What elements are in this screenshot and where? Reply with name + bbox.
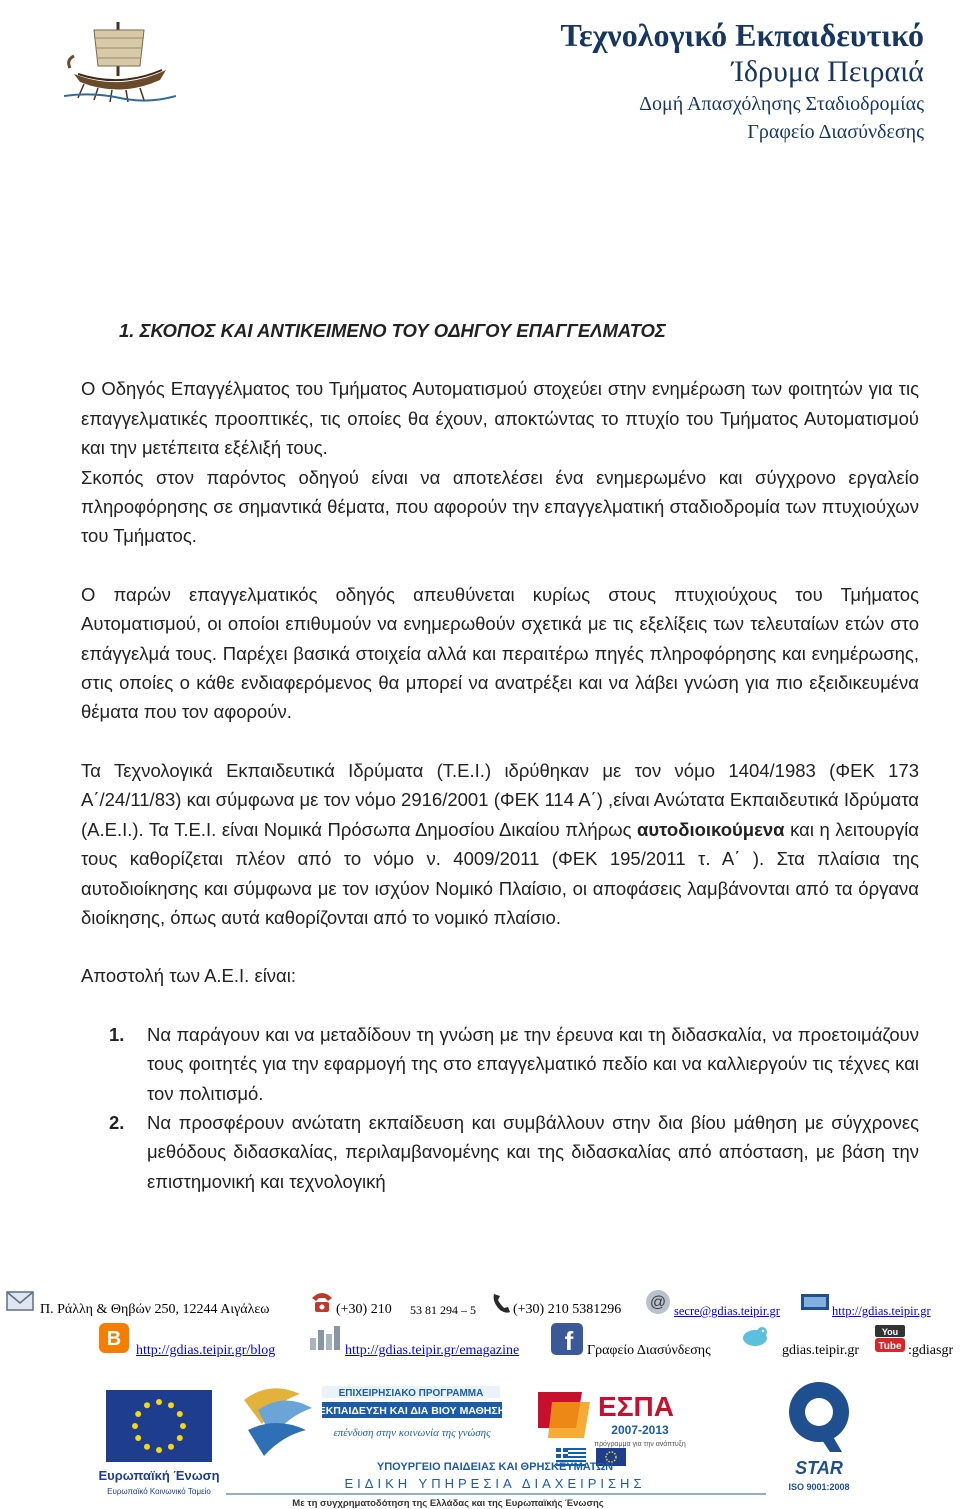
program-slogan: επένδυση στην κοινωνία της γνώσης: [333, 1427, 491, 1439]
svg-text:B: B: [106, 1328, 122, 1350]
svg-text:Tube: Tube: [878, 1341, 902, 1352]
telephone-icon: [308, 1288, 336, 1316]
eu-star: [177, 1411, 183, 1417]
eu-star: [144, 1402, 150, 1408]
website-icon: [800, 1292, 830, 1312]
paragraph-4: [81, 756, 919, 932]
star-label: STAR: [795, 1458, 843, 1478]
footer-blog-link[interactable]: http://gdias.teipir.gr/blog: [136, 1343, 276, 1358]
footer-social-row: [0, 1322, 960, 1358]
footer-website-link[interactable]: http://gdias.teipir.gr: [832, 1304, 931, 1318]
mail-envelope-icon: [6, 1288, 34, 1314]
paragraph-2: Σκοπός στον παρόντος οδηγού είναι να αποτελέσει ένα ενημερωμένο και σύγχρονο εργαλείο πληροφόρησης σε σημαντικά θέματα, που αφορούν την επαγγελματική σταδιοδρομία των πτυχιούχων του Τμήματος.: [81, 466, 919, 547]
emagazine-icon: [308, 1324, 342, 1352]
footer-address: Π. Ράλλη & Θηβών 250, 12244 Αιγάλεω: [40, 1302, 270, 1317]
section-heading: 1. ΣΚΟΠΟΣ ΚΑΙ ΑΝΤΙΚΕΙΜΕΝΟ ΤΟΥ ΟΔΗΓΟΥ ΕΠΑΓΓΕΛΜΑΤΟΣ: [119, 320, 666, 341]
youtube-icon: [874, 1324, 906, 1354]
eu-star: [180, 1423, 186, 1429]
eu-label: Ευρωπαϊκή Ένωση: [98, 1468, 220, 1483]
paragraph-3: Ο παρών επαγγελματικός οδηγός απευθύνεται κυρίως στους πτυχιούχους του Τμήματος Αυτοματισμού, οι οποίοι επιθυμούν να ενημερωθούν σχετικά με τις εξελίξεις των τελευταίων ετών στο επάγγελμά τους. Παρέχει βασικά στοιχεία αλλά και περαιτέρω πηγές πληροφόρησης και ενημέρωσης, στις οποίες ο κάθε ενδιαφερόμενος θα μπορεί να ανατρέξει και να λάβει γνώση για πιο εξειδικευμένα θέματα που τον αφορούν.: [81, 583, 919, 723]
footer-twitter-label: gdias.teipir.gr: [782, 1343, 859, 1358]
eu-star: [177, 1435, 183, 1441]
footer-email-link[interactable]: secre@gdias.teipir.gr: [674, 1304, 780, 1318]
program-name: ΕΚΠΑΙΔΕΥΣΗ ΚΑΙ ΔΙΑ ΒΙΟΥ ΜΑΘΗΣΗ: [318, 1405, 506, 1417]
ship-logo: [64, 8, 176, 104]
eu-star: [168, 1402, 174, 1408]
svg-text:@: @: [649, 1294, 667, 1311]
paragraph-1: Ο Οδηγός Επαγγέλματος του Τμήματος Αυτοματισμού στοχεύει στην ενημέρωση των φοιτητών για τις επαγγελματικές προοπτικές, τις οποίες θα έχουν, αποκτώντας το πτυχίο του Τμήματος Αυτοματισμού και την μετέπειτα εξέλιξή τους.: [81, 378, 919, 459]
list-item-text: Να προσφέρουν ανώτατη εκπαίδευση και συμβάλλουν στην δια βίου μάθηση με σύγχρονες μεθόδους διδασκαλίας, περιλαμβανομένης και της διδασκαλίας από απόσταση, με βάση την επιστημονική και τεχνολογική: [147, 1111, 919, 1192]
footer-fax: (+30) 210 5381296: [513, 1302, 622, 1317]
iso-label: ISO 9001:2008: [788, 1482, 850, 1492]
eu-star: [132, 1423, 138, 1429]
paragraph-4-bold: αυτοδιοικούμενα: [637, 818, 785, 840]
eu-star: [168, 1444, 174, 1450]
mission-list: [81, 1020, 919, 1196]
institution-header: [561, 16, 924, 146]
footer-phone: (+30) 210: [336, 1302, 392, 1317]
svg-text:You: You: [881, 1327, 899, 1337]
espa-years: 2007-2013: [611, 1423, 669, 1437]
paragraph-4-end: και η λειτουργία τους καθορίζεται πλέον από το νόμο ν. 4009/2011 (ΦΕΚ 195/2011 τ. Α΄ ). Στα πλαίσια της αυτοδιοίκησης και σύμφωνα με τον ισχύον Νομικό Πλαίσιο, οι αποφάσεις λαμβάνονται από τα όργανα διοίκησης, όπως αυτά καθορίζονται από το νομικό πλαίσιο.: [81, 818, 919, 928]
list-item-number: 2.: [109, 1111, 125, 1133]
blogger-icon: [98, 1322, 130, 1354]
institution-name-line1: Τεχνολογικό Εκπαιδευτικό: [560, 17, 924, 53]
list-item: [81, 1020, 919, 1108]
facebook-icon: [550, 1322, 584, 1356]
list-item: [81, 1108, 919, 1196]
fax-phone-icon: [490, 1290, 514, 1316]
mission-intro: Αποστολή των Α.Ε.Ι. είναι:: [81, 965, 296, 987]
footer-facebook-label: Γραφείο Διασύνδεσης: [587, 1343, 711, 1358]
list-item-number: 1.: [109, 1023, 125, 1045]
eu-flag-icon: [106, 1390, 212, 1462]
footer-phone-extension: 53 81 294 – 5: [410, 1303, 476, 1317]
eu-star: [144, 1444, 150, 1450]
eu-star: [156, 1399, 162, 1405]
institution-name-line2: Ίδρυμα Πειραιά: [731, 55, 924, 88]
espa-slogan: πρόγραμμα για την ανάπτυξη: [594, 1441, 686, 1448]
paragraph-4-start: Τα Τεχνολογικά Εκπαιδευτικά Ιδρύματα (Τ.Ε.Ι.) ιδρύθηκαν με τον νόμο 1404/1983 (ΦΕΚ 173 Α΄/24/11/83) και σύμφωνα με τον νόμο 2916/2001 (ΦΕΚ 114 Α΄) ,είναι Ανώτατα Εκπαιδευτικά Ιδρύματα (Α.Ε.Ι.). Τα Τ.Ε.Ι. είναι Νομικά Πρόσωπα Δημοσίου Δικαίου πλήρως: [81, 759, 919, 840]
funding-banner: [0, 1372, 960, 1509]
document-body: [81, 316, 919, 1196]
cofunding-statement: Με τη συγχρηματοδότηση της Ελλάδας και της Ευρωπαϊκής Ένωσης: [292, 1498, 604, 1509]
office-name: Γραφείο Διασύνδεσης: [747, 121, 924, 143]
eu-star: [156, 1447, 162, 1453]
footer-emagazine-link[interactable]: http://gdias.teipir.gr/emagazine: [345, 1343, 520, 1358]
unit-name: Δομή Απασχόλησης Σταδιοδρομίας: [639, 93, 924, 115]
ministry-name: ΥΠΟΥΡΓΕΙΟ ΠΑΙΔΕΙΑΣ ΚΑΙ ΘΡΗΣΚΕΥΜΑΤΩΝ: [376, 1461, 614, 1473]
footer-contact-row: [0, 1288, 960, 1324]
eu-star: [135, 1435, 141, 1441]
list-item-text: Να παράγουν και να μεταδίδουν τη γνώση με την έρευνα και τη διδασκαλία, να προετοιμάζουν τους φοιτητές για την εφαρμογή της στο επαγγελματικό πεδίο και να καλλιεργούν τις τέχνες και τον πολιτισμό.: [147, 1023, 919, 1104]
agency-name: ΕΙΔΙΚΗ ΥΠΗΡΕΣΙΑ ΔΙΑΧΕΙΡΙΣΗΣ: [344, 1476, 646, 1491]
program-title: ΕΠΙΧΕΙΡΗΣΙΑΚΟ ΠΡΟΓΡΑΜΜΑ: [338, 1388, 484, 1399]
eu-star: [135, 1411, 141, 1417]
footer-youtube-label: :gdiasgr: [908, 1343, 954, 1358]
svg-text:f: f: [564, 1326, 574, 1356]
email-at-icon: [644, 1288, 672, 1316]
espa-text: ΕΣΠΑ: [598, 1391, 674, 1422]
twitter-icon: [738, 1324, 772, 1348]
eu-sub-label: Ευρωπαϊκό Κοινωνικό Ταμείο: [107, 1487, 211, 1496]
